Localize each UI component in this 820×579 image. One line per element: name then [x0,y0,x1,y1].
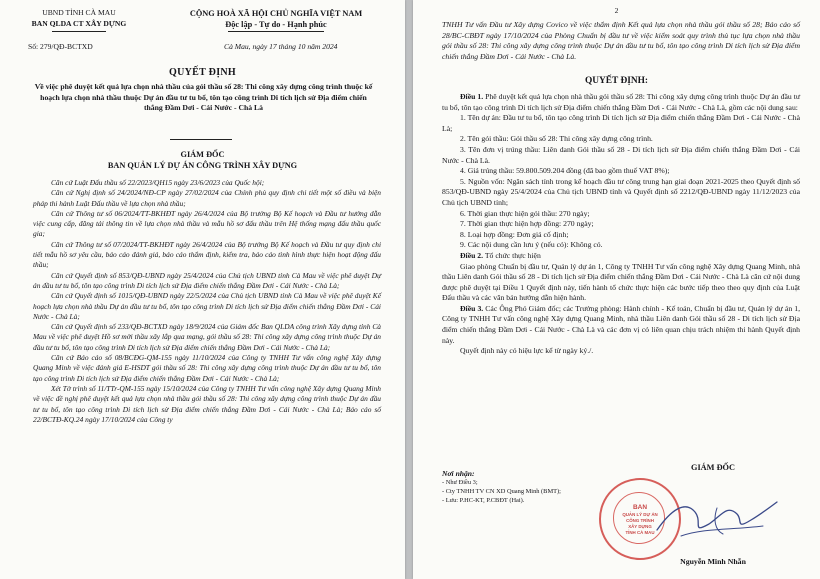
signature-scribble [651,490,781,544]
national-motto: Độc lập - Tự do - Hạnh phúc [225,20,327,29]
seal-text-line: CÔNG TRÌNH [626,518,654,523]
article-3-label: Điều 3. [460,303,484,313]
basis-item: Căn cứ Quyết định số 233/QĐ-BCTXD ngày 18/9/2024 của Giám đốc Ban QLDA công trình Xây dựng tỉnh Cà Mau về việc phê duyệt Hồ sơ mời thầu xây lắp qua mạng, gói thầu số 28: Thi công xây dựng công trình thuộc Dự án đầu tư tu bổ, tôn tạo công trình Di tích lịch sử Địa điểm chiến thắng Đầm Dơi - Cái Nước - Chà Là; [33,322,381,352]
article-2-text: Giao phòng Chuẩn bị đầu tư, Quản lý dự án 1, Công ty TNHH Tư vấn công nghệ Xây dựng Quang Minh, nhà thầu Liên danh Gói thầu số 28 - Di tích lịch sử Địa điểm chiến thắng Đầm Dơi - Cái Nước - Chà Là căn cứ nội dung được phê duyệt tại Điều 1 Quyết định này, tiến hành tổ chức thực hiện các bước tiếp theo theo quy định của Luật Đấu thầu và các văn bản hướng dẫn hiện hành. [442,261,800,303]
seal-text-line: TỈNH CÀ MAU [625,530,655,535]
agency-underline [52,31,106,32]
decision-subject: Về việc phê duyệt kết quả lựa chọn nhà thầu của gói thầu số 28: Thi công xây dựng công trình thuộc kế hoạch lựa chọn nhà thầu thuộc Dự án đầu tư tu bổ, tôn tạo công trình Di tích lịch sử Địa điểm chiến thắng Đầm Dơi - Cái Nước - Chà Là [34,82,373,113]
legal-bases [33,178,381,425]
article-1-item: 9. Các nội dung cần lưu ý (nếu có): Không có. [460,240,603,250]
basis-item: Căn cứ Thông tư số 06/2024/TT-BKHĐT ngày 26/4/2024 của Bộ trưởng Bộ Kế hoạch và Đầu tư hướng dẫn việc cung cấp, đăng tải thông tin về lựa chọn nhà thầu và mẫu hồ sơ đấu thầu trên Hệ thống mạng đấu thầu quốc gia; [33,208,381,239]
article-2-heading [442,251,800,262]
article-2-title: Tổ chức thực hiện [484,250,541,260]
motto-underline [228,31,324,32]
article-1-item: 5. Nguồn vốn: Ngân sách tỉnh trong kế hoạch đầu tư công trung hạn giai đoạn 2021-2025 theo Quyết định số 853/QĐ-UBND ngày 25/4/2024 của Chủ tịch UBND tỉnh và Quyết định số 2212/QĐ-UBND ngày 11/12/2023 của Chủ tịch UBND tỉnh; [442,176,800,207]
basis-item: Căn cứ Nghị định số 24/2024/NĐ-CP ngày 27/02/2024 của Chính phủ quy định chi tiết một số điều và biện pháp thi hành Luật Đấu thầu về lựa chọn nhà thầu; [33,188,381,208]
recipients-heading: Nơi nhận: [442,469,475,478]
recipients-block [442,469,612,505]
subject-underline [170,139,232,140]
decision-articles [442,92,800,357]
effect-clause: Quyết định này có hiệu lực kể từ ngày ký./. [460,346,594,356]
country-name: CỘNG HOÀ XÃ HỘI CHỦ NGHĨA VIỆT NAM [189,9,363,18]
article-3 [442,304,800,346]
article-2-label: Điều 2. [460,250,484,260]
continuation-text: TNHH Tư vấn Đầu tư Xây dựng Covico về việc thẩm định Kết quả lựa chọn nhà thầu gói thầu số 28; Báo cáo số 28/BC-CBĐT ngày 17/10/2024 của Phòng Chuẩn bị đầu tư về việc kiểm soát quy trình thủ tục lựa chọn nhà thầu gói thầu số 28: Thi công xây dựng công trình thuộc Dự án đầu tư tu bổ, tôn tạo công trình Di tích lịch sử Địa điểm chiến thắng Đầm Dơi - Cái Nước - Chà Là. [442,20,800,61]
page-number: 2 [614,6,619,15]
article-1-item: 4. Giá trúng thầu: 59.800.509.204 đồng (đã bao gồm thuế VAT 8%); [460,166,670,176]
basis-item: Xét Tờ trình số 11/TTr-QM-155 ngày 15/10/2024 của Công ty TNHH Tư vấn công nghệ Xây dựng Quang Minh về việc đề nghị phê duyệt kết quả lựa chọn nhà thầu gói thầu số 28: Thi công xây dựng công trình thuộc Dự án đầu tư tu bổ, tôn tạo công trình Di tích lịch sử Địa điểm chiến thắng Đầm Dơi - Cái Nước - Chà Là; Báo cáo số 22/BCTĐ-KQ.24 ngày 17/10/2024 của Công ty [33,383,381,424]
agency-parent: UBND TỈNH CÀ MAU [42,8,116,17]
national-header [158,8,394,30]
basis-item: Căn cứ Quyết định số 853/QĐ-UBND ngày 25/4/2024 của Chủ tịch UBND tỉnh Cà Mau về việc phê duyệt Dự án đầu tư tu bổ, tôn tạo công trình Di tích lịch sử Địa điểm chiến thắng Đầm Dơi - Cái Nước - Chà Là; [33,270,381,290]
signer-title: GIÁM ĐỐC [690,463,736,472]
authority-block [0,149,405,171]
article-1 [442,92,800,113]
seal-text-line: XÂY DỰNG [628,524,652,529]
agency-name: BAN QLDA CT XÂY DỰNG [31,18,127,28]
basis-item: Căn cứ Thông tư số 07/2024/TT-BKHĐT ngày 26/4/2024 của Bộ trưởng Bộ Kế hoạch và Đầu tư quy định chi tiết mẫu hồ sơ yêu cầu, báo cáo đánh giá, báo cáo thẩm định, kiểm tra, báo cáo tình hình thực hiện hoạt động đấu thầu; [33,239,381,270]
agency-header [18,8,140,29]
authority-org: BAN QUẢN LÝ DỰ ÁN CÔNG TRÌNH XÂY DỰNG [107,161,298,170]
basis-item: Căn cứ Quyết định số 1015/QĐ-UBND ngày 22/5/2024 của Chủ tịch UBND tỉnh Cà Mau về việc phê duyệt Kế hoạch lựa chọn nhà thầu Dự án đầu tư tu bổ, tôn tạo công trình Di tích lịch sử Địa điểm chiến thắng Đầm Dơi - Cái Nước - Chà Là; [33,291,381,321]
basis-item: Căn cứ Luật Đấu thầu số 22/2023/QH15 ngày 23/6/2023 của Quốc hội; [51,178,265,187]
signer-name: Nguyễn Minh Nhẫn [680,557,746,566]
article-1-item: 2. Tên gói thầu: Gói thầu số 28: Thi công xây dựng công trình. [460,134,653,144]
doc-number: Số: 279/QĐ-BCTXD [28,42,93,51]
authority-title: GIÁM ĐỐC [180,150,225,159]
article-1-item: 7. Thời gian thực hiện hợp đồng: 270 ngày; [460,219,594,229]
recipient-item: - Cty TNHH TV CN XD Quang Minh (BMT); [442,487,561,495]
place-date: Cà Mau, ngày 17 tháng 10 năm 2024 [224,42,338,51]
recipient-item: - Như Điều 3; [442,479,478,486]
article-1-label: Điều 1. [460,92,484,101]
seal-text-line: BAN [632,504,648,511]
document-page-1 [0,0,405,579]
recipient-item: - Lưu: P.HC-KT, P.CBĐT (Hai). [442,496,525,504]
article-1-item: 8. Loại hợp đồng: Đơn giá cố định; [460,229,569,239]
decides-heading: QUYẾT ĐỊNH: [584,76,649,86]
article-1-item: 6. Thời gian thực hiện gói thầu: 270 ngày; [460,208,590,218]
article-1-item: 3. Tên đơn vị trúng thầu: Liên danh Gói thầu số 28 - Di tích lịch sử Địa điểm chiến thắng Đầm Dơi - Cái Nước - Chà Là. [442,144,800,165]
article-3-text: Các Ông Phó Giám đốc; các Trưởng phòng: Hành chính - Kế toán, Chuẩn bị đầu tư, Quản lý dự án 1, Công ty TNHH Tư vấn công nghệ Xây dựng Quang Minh, nhà thầu Liên danh Gói thầu số 28 - Di tích lịch sử Địa điểm chiến thắng Đầm Dơi - Cái Nước - Chà Là và các đơn vị có liên quan chịu trách nhiệm thi hành Quyết định này. [442,303,801,345]
decision-title: QUYẾT ĐỊNH [169,67,236,78]
basis-item: Căn cứ Báo cáo số 08/BCĐG-QM-155 ngày 11/10/2024 của Công ty TNHH Tư vấn công nghệ Xây dựng Quang Minh về việc đánh giá E-HSDT gói thầu số 28: Thi công xây dựng công trình thuộc Dự án đầu tư tu bổ, tôn tạo công trình Di tích lịch sử Địa điểm chiến thắng Đầm Dơi - Cái Nước - Chà Là; [33,353,381,383]
article-1-text: Phê duyệt kết quả lựa chọn nhà thầu gói thầu số 28: Thi công xây dựng công trình thuộc Dự án đầu tư tu bổ, tôn tạo công trình Di tích lịch sử Địa điểm chiến thắng Đầm Dơi - Cái Nước - Chà Là, gồm các nội dung sau: [442,92,801,112]
article-1-item: 1. Tên dự án: Đầu tư tu bổ, tôn tạo công trình Di tích lịch sử Địa điểm chiến thắng Đầm Dơi - Cái Nước - Chà Là; [442,113,800,133]
basis-continuation [442,20,800,62]
seal-text-line: QUẢN LÝ DỰ ÁN [622,512,658,517]
document-page-2 [413,0,820,579]
